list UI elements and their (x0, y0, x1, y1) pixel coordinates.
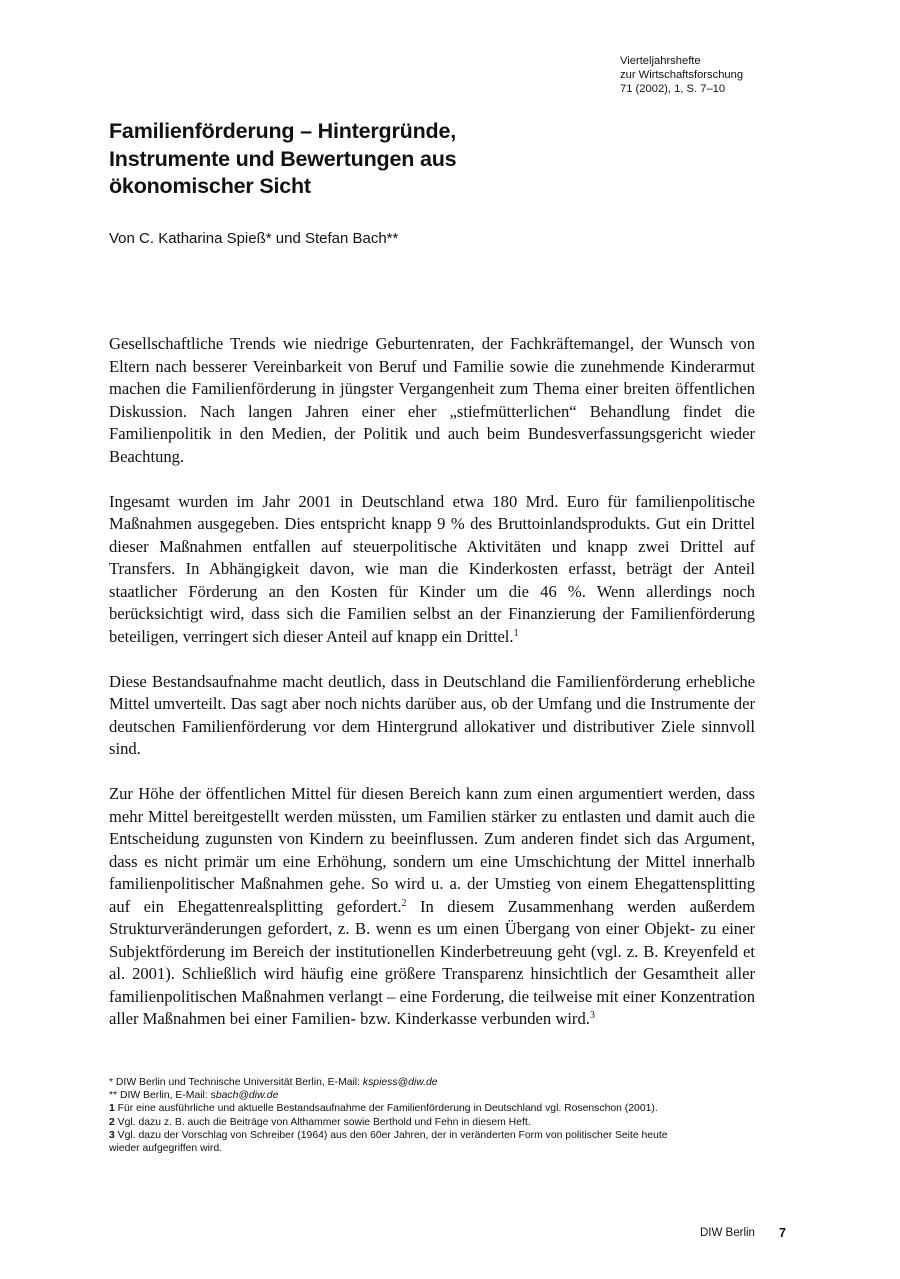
footnote-text: Für eine ausführliche und aktuelle Bestandsaufnahme der Familienförderung in Deutschland vgl. Rosenschon (2001). (114, 1103, 658, 1115)
footnote-number: 3 (109, 1129, 115, 1141)
paragraph-text: In diesem Zusammenhang werden außerdem Strukturveränderungen gefordert, z. B. wenn es um einen Übergang von einer Objekt- zu einer Subjektförderung im Bereich der institutionellen Kinderbetreuung geht (vgl. z. B. Kreyenfeld et al. 2001). Schließlich wird häufig eine größere Transparenz hinsichtlich der Gesamtheit aller familienpolitischen Maßnahmen verlangt – eine Forderung, die teilweise mit einer Konzentration aller Maßnahmen bei einer Familien- bzw. Kinderkasse verbunden wird. (109, 896, 755, 1028)
footnote-number: 2 (109, 1116, 115, 1128)
footnote-author-1 (109, 1076, 699, 1089)
paragraph-text: Diese Bestandsaufnahme macht deutlich, dass in Deutschland die Familienförderung erhebliche Mittel umverteilt. Das sagt aber noch nichts darüber aus, ob der Umfang und die Instrumente der deutschen Familienförderung vor dem Hintergrund allokativer und distributiver Ziele sinnvoll sind. (109, 671, 755, 758)
body-paragraph (109, 783, 755, 1031)
footnote-text: * DIW Berlin und Technische Universität Berlin, E-Mail: (109, 1077, 363, 1088)
paragraph-text: Gesellschaftliche Trends wie niedrige Geburtenraten, der Fachkräftemangel, der Wunsch von Eltern nach besserer Vereinbarkeit von Beruf und Familie sowie die zunehmende Kinderarmut machen die Familienförderung in jüngster Vergangenheit zum Thema einer breiten öffentlichen Diskussion. Nach langen Jahren einer eher „stiefmütterlichen“ Behandlung findet die Familienpolitik in den Medien, der Politik und auch beim Bundesverfassungsgericht wieder Beachtung. (109, 334, 755, 466)
body-paragraph (109, 333, 755, 468)
email-link[interactable]: bach@diw.de (215, 1090, 279, 1102)
body-paragraph (109, 671, 755, 761)
footnote-text: ** DIW Berlin, E-Mail: s (109, 1090, 216, 1102)
footnote-ref[interactable]: 1 (513, 627, 519, 639)
footnote-ref[interactable]: 3 (589, 1010, 595, 1021)
journal-volume: 71 (2002), 1, S. 7–10 (620, 83, 726, 95)
footnote-1 (109, 1102, 699, 1115)
footnote-text: Vgl. dazu z. B. auch die Beiträge von Althammer sowie Berthold und Fehn in diesem Heft. (114, 1116, 531, 1128)
footnotes (109, 1076, 699, 1155)
paragraph-text: Ingesamt wurden im Jahr 2001 in Deutschland etwa 180 Mrd. Euro für familienpolitische Maßnahmen ausgegeben. Dies entspricht knapp 9 % des Bruttoinlandsprodukts. Gut ein Drittel dieser Maßnahmen entfallen auf steuerpolitische Aktivitäten und knapp zwei Drittel auf Transfers. In Abhängigkeit davon, wie man die Kinderkosten erfasst, beträgt der Anteil staatlicher Förderung an den Kosten für Kinder um die 46 %. Wenn allerdings noch berücksichtigt wird, dass sich die Familien selbst an der Finanzierung der Familienförderung beteiligen, verringert sich dieser Anteil auf knapp ein Drittel. (109, 491, 755, 646)
title-line: ökonomischer Sicht (109, 174, 311, 198)
article-authors: Von C. Katharina Spieß* und Stefan Bach** (109, 230, 399, 247)
journal-citation (620, 54, 743, 96)
title-line: Familienförderung – Hintergründe, (109, 119, 456, 143)
article-body (109, 333, 755, 1053)
footnote-3 (109, 1129, 699, 1155)
journal-name: Vierteljahrshefte (620, 55, 701, 67)
journal-subtitle: zur Wirtschaftsforschung (620, 69, 744, 81)
footer-publisher: DIW Berlin (700, 1227, 755, 1239)
title-line: Instrumente und Bewertungen aus (109, 146, 457, 171)
footnote-number: 1 (109, 1103, 115, 1115)
footnote-2 (109, 1116, 699, 1129)
body-paragraph (109, 491, 755, 649)
article-title (109, 118, 456, 201)
paragraph-text: Zur Höhe der öffentlichen Mittel für diesen Bereich kann zum einen argumentiert werden, dass mehr Mittel bereitgestellt werden müssten, um Familien stärker zu entlasten und damit auch die Entscheidung zugunsten von Kindern zu beeinflussen. Zum anderen findet sich das Argument, dass es nicht primär um eine Erhöhung, sondern um eine Umschichtung der Mittel innerhalb familienpolitischer Maßnahmen gehe. So wird u. a. der Umstieg von einem Ehegattensplitting auf ein Ehegattenrealsplitting gefordert. (109, 784, 755, 916)
footnote-text: Vgl. dazu der Vorschlag von Schreiber (1964) aus den 60er Jahren, der in veränderten Form von politischer Seite heute wieder aufgegriffen wird. (109, 1129, 668, 1155)
footnote-author-2 (109, 1089, 699, 1102)
email-link[interactable]: kspiess@diw.de (362, 1077, 438, 1088)
page-number: 7 (779, 1226, 786, 1240)
footnote-ref[interactable]: 2 (401, 897, 407, 909)
